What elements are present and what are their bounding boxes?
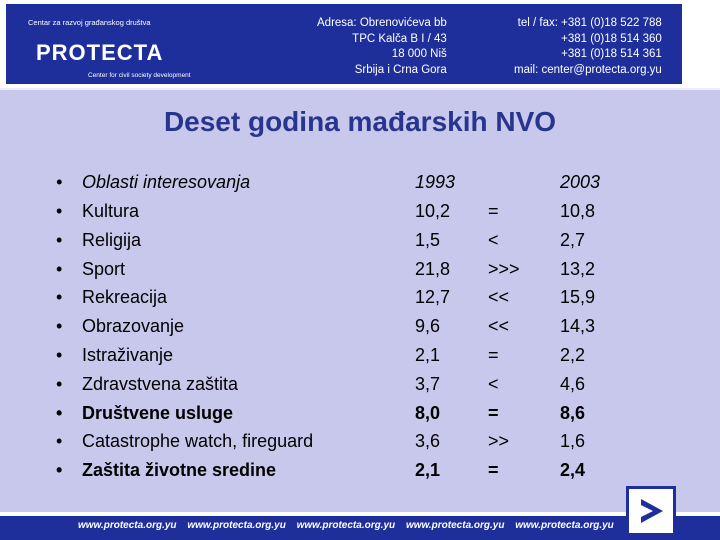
row-label: Sport xyxy=(82,258,126,279)
bullet: • xyxy=(56,229,63,250)
header-divider xyxy=(0,88,720,90)
comparison: = xyxy=(488,201,499,221)
bullet: • xyxy=(56,172,63,192)
logo: PROTECTA xyxy=(36,40,164,65)
comparison: = xyxy=(488,460,499,481)
comparison: >>> xyxy=(488,258,520,279)
contact-line: +381 (0)18 514 360 xyxy=(561,32,662,45)
contact-line: tel / fax: +381 (0)18 522 788 xyxy=(517,17,662,29)
bullet: • xyxy=(56,373,63,394)
row-label: Kultura xyxy=(82,201,140,221)
contact-line: mail: center@protecta.org.yu xyxy=(514,63,662,76)
contact-line: +381 (0)18 514 361 xyxy=(561,48,662,60)
row-label: Rekreacija xyxy=(82,287,168,308)
value-1993: 1,5 xyxy=(415,229,441,250)
row-label: Zaštita životne sredine xyxy=(82,460,277,481)
row-label: Obrazovanje xyxy=(82,316,185,337)
bullet: • xyxy=(56,316,63,337)
value-1993: 2,1 xyxy=(415,460,441,481)
slide-title: Deset godina mađarskih NVO xyxy=(163,106,557,137)
header-banner xyxy=(6,4,682,84)
value-1993: 9,6 xyxy=(415,316,441,337)
bullet: • xyxy=(56,431,63,452)
header xyxy=(0,0,720,88)
value-2003: 2,7 xyxy=(560,229,586,250)
value-2003: 8,6 xyxy=(560,402,586,423)
next-slide-button[interactable] xyxy=(626,486,676,536)
value-2003: 13,2 xyxy=(560,258,596,279)
footer-link[interactable]: www.protecta.org.yu xyxy=(78,520,177,531)
footer-links xyxy=(78,520,622,531)
value-2003: 1,6 xyxy=(560,431,586,452)
comparison: << xyxy=(488,287,510,308)
row-label: Catastrophe watch, fireguard xyxy=(82,431,314,452)
bullet: • xyxy=(56,287,63,308)
address-line: Adresa: Obrenovićeva bb xyxy=(317,17,447,29)
value-1993: 10,2 xyxy=(415,201,451,221)
value-1993: 3,7 xyxy=(415,373,441,394)
address-block xyxy=(317,16,447,78)
comparison: = xyxy=(488,345,499,365)
bullet: • xyxy=(56,258,63,279)
comparison: << xyxy=(488,316,510,337)
org-name: Centar za razvoj građanskog društva xyxy=(28,18,151,27)
row-label: Istraživanje xyxy=(82,345,174,365)
address-line: Srbija i Crna Gora xyxy=(354,63,447,76)
value-2003: 15,9 xyxy=(560,287,596,308)
bullet: • xyxy=(56,460,63,481)
value-1993: 8,0 xyxy=(415,402,441,423)
value-1993: 3,6 xyxy=(415,431,441,452)
row-label: Društvene usluge xyxy=(82,402,234,423)
row-label: Zdravstvena zaštita xyxy=(82,373,239,394)
footer-link[interactable]: www.protecta.org.yu xyxy=(405,520,505,531)
bullet: • xyxy=(56,402,63,423)
comparison: < xyxy=(488,229,499,250)
value-2003: 2,2 xyxy=(560,345,586,365)
header-label: Oblasti interesovanja xyxy=(82,172,251,192)
footer-link[interactable]: www.protecta.org.yu xyxy=(187,520,286,531)
address-line: 18 000 Niš xyxy=(391,48,447,60)
header-1993: 1993 xyxy=(415,172,456,192)
comparison: >> xyxy=(488,431,510,452)
value-2003: 4,6 xyxy=(560,373,586,394)
comparison: < xyxy=(488,373,499,394)
contact-block xyxy=(514,16,662,78)
footer-link[interactable]: www.protecta.org.yu xyxy=(296,520,396,531)
bullet: • xyxy=(56,345,63,365)
value-1993: 12,7 xyxy=(415,287,451,308)
value-1993: 2,1 xyxy=(415,345,441,365)
footer-link[interactable]: www.protecta.org.yu xyxy=(515,520,614,531)
address-line: TPC Kalča B I / 43 xyxy=(352,32,447,45)
value-2003: 14,3 xyxy=(560,316,596,337)
bullet: • xyxy=(56,201,63,221)
row-label: Religija xyxy=(82,229,142,250)
value-2003: 2,4 xyxy=(560,460,586,481)
logo-subtitle: Center for civil society development xyxy=(88,72,191,79)
comparison: = xyxy=(488,402,499,423)
value-2003: 10,8 xyxy=(560,201,596,221)
header-2003: 2003 xyxy=(560,172,601,192)
value-1993: 21,8 xyxy=(415,258,451,279)
next-arrow-icon xyxy=(635,495,667,527)
